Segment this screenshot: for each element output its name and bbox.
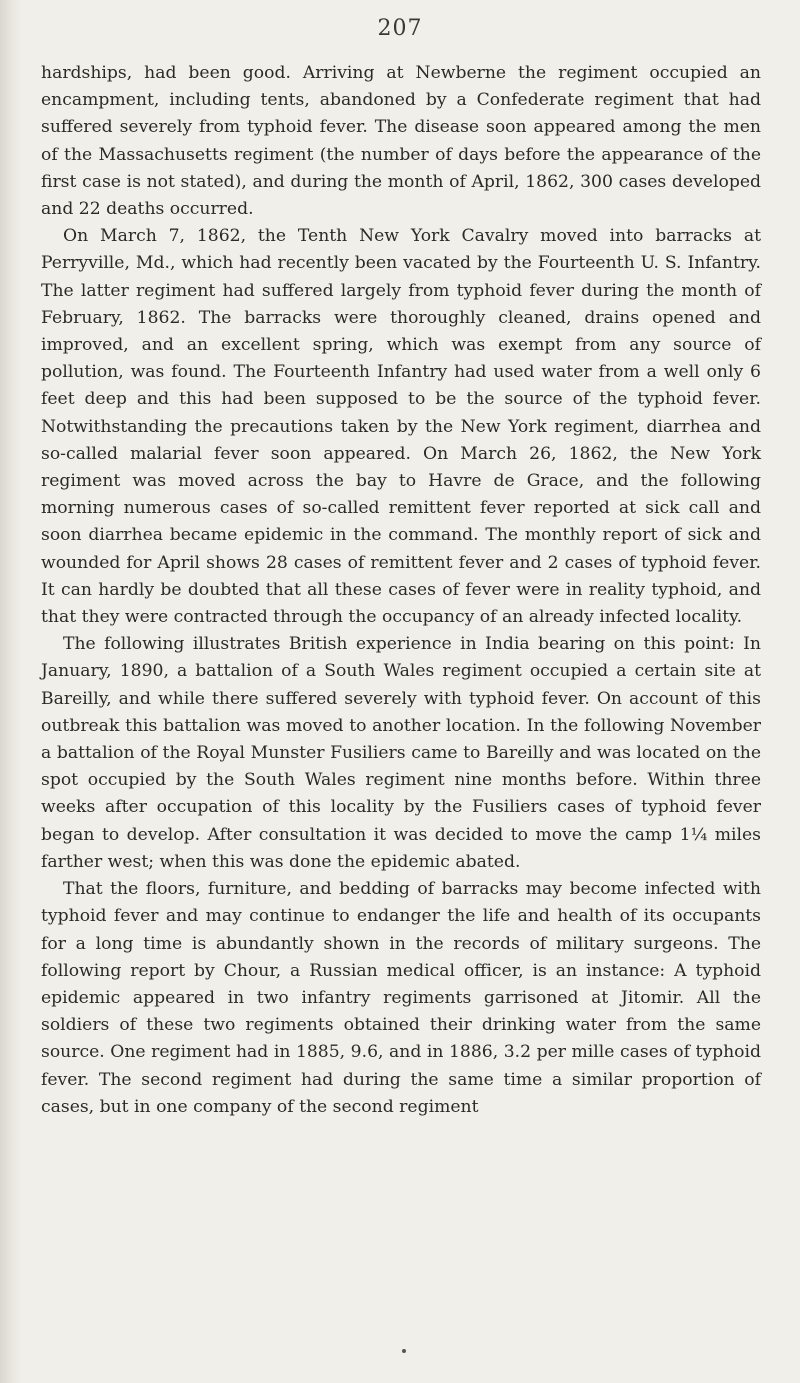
paragraph-barracks-infection: That the floors, furniture, and bedding of barracks may become infected with typhoid fever and may continue to endanger the life and health of its occupants for a long time is abundantly shown in the records of military surgeons. The following report by Chour, a Russian medical officer, is an instance: A typhoid epidemic appeared in two infantry regiments garrisoned at Jitomir. All the soldiers of these two regiments obtained their drinking water from the same source. One regiment had in 1885, 9.6, and in 1886, 3.2 per mille cases of typhoid fever. The second regiment had during the same time a similar proportion of cases, but in one company of the second regiment [41,879,761,1117]
binding-edge-shadow [0,0,22,1383]
paragraph-new-york-cavalry: On March 7, 1862, the Tenth New York Cavalry moved into barracks at Perryville, Md., which had recently been vacated by the Fourteenth U. S. Infantry. The latter regiment had suffered largely from typhoid fever during the month of February, 1862. The barracks were thoroughly cleaned, drains opened and improved, and an excellent spring, which was exempt from any source of pollution, was found. The Fourteenth Infantry had used water from a well only 6 feet deep and this had been supposed to be the source of the typhoid fever. Notwithstanding the precautions taken by the New York regiment, diarrhea and so-called malarial fever soon appeared. On March 26, 1862, the New York regiment was moved across the bay to Havre de Grace, and the following morning numerous cases of so-called remittent fever reported at sick call and soon diarrhea became epidemic in the command. The monthly report of sick and wounded for April shows 28 cases of remittent fever and 2 cases of typhoid fever. It can hardly be doubted that all these cases of fever were in reality typhoid, and that they were contracted through the occupancy of an already infected locality. [41,226,761,628]
page-number: 207 [377,16,423,41]
page-speck [402,1349,406,1353]
body-text [41,60,761,1121]
paragraph-british-india: The following illustrates British experience in India bearing on this point: In January, 1890, a battalion of a South Wales regiment occupied a certain site at Bareilly, and while there suffered severely with typhoid fever. On account of this outbreak this battalion was moved to another location. In the following November a battalion of the Royal Munster Fusiliers came to Bareilly and was located on the spot occupied by the South Wales regiment nine months before. Within three weeks after occupation of this locality by the Fusiliers cases of typhoid fever began to develop. After consultation it was decided to move the camp 1¼ miles farther west; when this was done the epidemic abated. [41,634,761,872]
paragraph-continuation: hardships, had been good. Arriving at Newberne the regiment occupied an encampment, including tents, abandoned by a Confederate regiment that had suffered severely from typhoid fever. The disease soon appeared among the men of the Massachusetts regiment (the number of days before the appearance of the first case is not stated), and during the month of April, 1862, 300 cases developed and 22 deaths occurred. [41,63,761,220]
